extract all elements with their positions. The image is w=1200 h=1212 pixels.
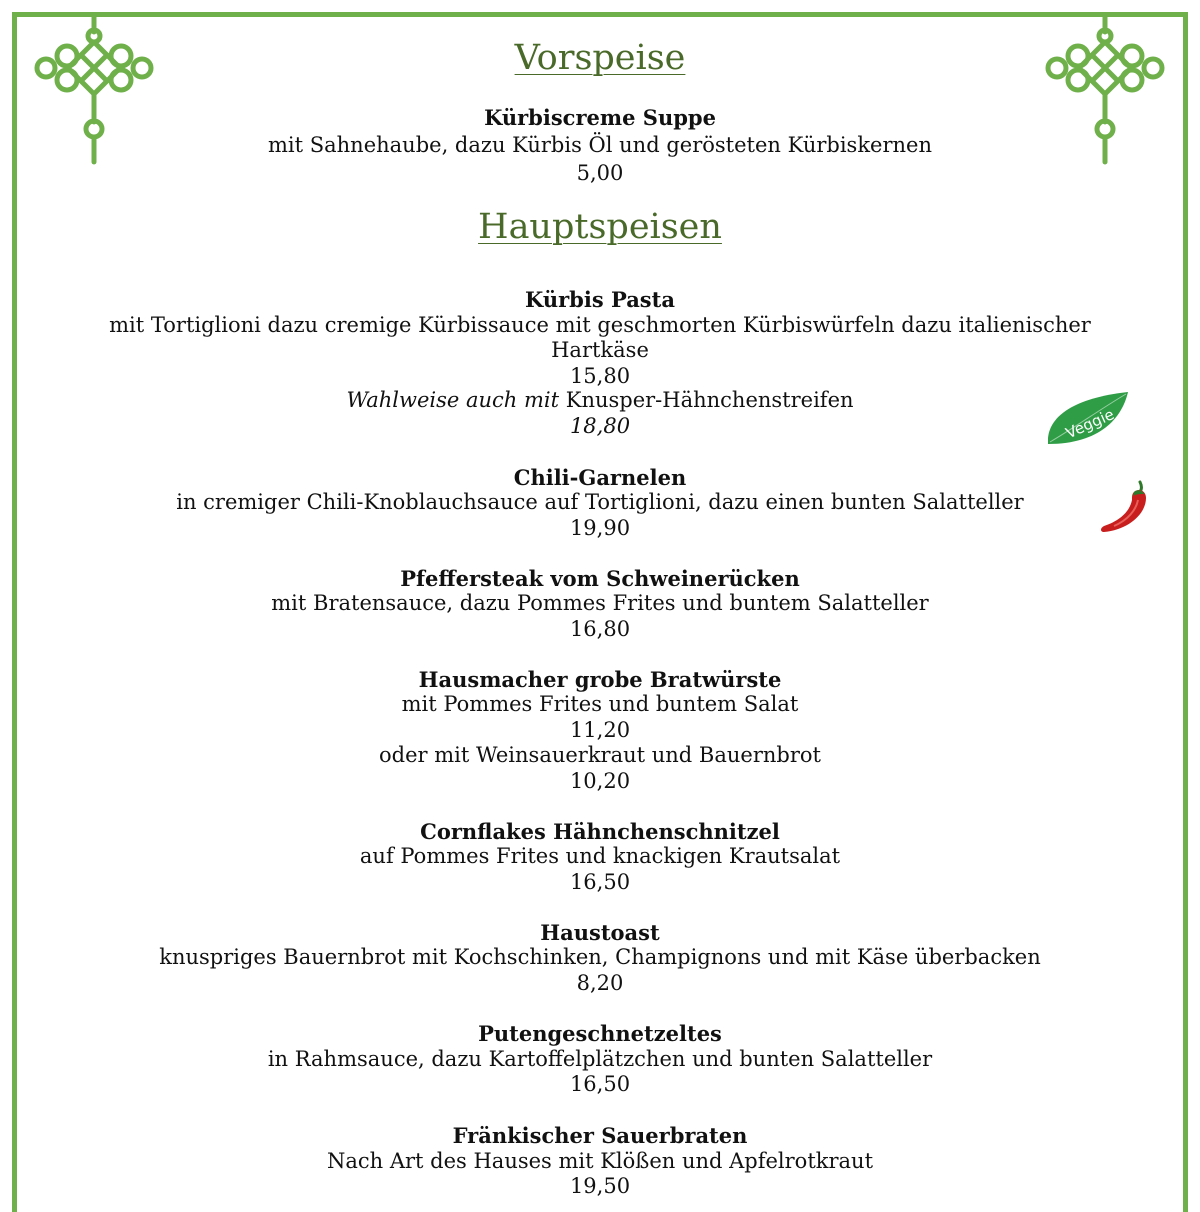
dish-description: in cremiger Chili-Knoblauchsauce auf Tortiglioni, dazu einen bunten Salatteller [176,490,1024,514]
dish-name: Kürbis Pasta [525,287,675,312]
dish-description: mit Sahnehaube, dazu Kürbis Öl und gerösteten Kürbiskernen [268,133,932,157]
dish-description: in Rahmsauce, dazu Kartoffelplätzchen und bunten Salatteller [267,1047,933,1071]
dish-price: 8,20 [576,971,624,995]
veggie-badge-label: Veggie [1063,405,1117,443]
dish-description: Hartkäse [551,338,649,362]
dish-name: Pfeffersteak vom Schweinerücken [400,566,800,591]
dish-description: mit Tortiglioni dazu cremige Kürbissauce mit geschmorten Kürbiswürfeln dazu italienischer [109,313,1091,337]
dish-alt-description: oder mit Weinsauerkraut und Bauernbrot [379,743,821,767]
section-title-starters: Vorspeise [514,38,686,78]
dish-price: 16,50 [569,870,631,894]
dish-description: auf Pommes Frites und knackigen Krautsalat [359,844,841,868]
dish-name: Fränkischer Sauerbraten [452,1123,748,1148]
dish-price: 5,00 [576,161,624,185]
dish-description: mit Bratensauce, dazu Pommes Frites und buntem Salatteller [271,591,929,615]
dish-price: 16,50 [569,1072,631,1096]
dish-name: Hausmacher grobe Bratwürste [418,667,782,692]
dish-price: 11,20 [569,718,631,742]
dish-option [0,388,1200,413]
chili-pepper-icon [1098,480,1152,536]
dish-name: Cornflakes Hähnchenschnitzel [420,819,780,844]
dish-option-text: Knusper-Hähnchenstreifen [559,388,854,412]
dish-price: 19,50 [569,1174,631,1198]
dish-price: 16,80 [569,617,631,641]
dish-description: Nach Art des Hauses mit Klößen und Apfelrotkraut [326,1149,874,1173]
dish-name: Kürbiscreme Suppe [484,105,716,130]
dish-option-price: 18,80 [569,414,631,438]
dish-description: knuspriges Bauernbrot mit Kochschinken, Champignons und mit Käse überbacken [159,945,1041,969]
dish-alt-price: 10,20 [569,769,631,793]
dish-option-prefix: Wahlweise auch mit [346,388,560,412]
veggie-leaf-icon [1044,388,1130,450]
dish-name: Chili-Garnelen [513,465,687,490]
dish-name: Putengeschnetzeltes [478,1021,722,1046]
dish-description: mit Pommes Frites und buntem Salat [401,692,799,716]
dish-price: 19,90 [569,516,631,540]
section-title-mains: Hauptspeisen [478,207,722,247]
dish-name: Haustoast [540,920,660,945]
dish-price: 15,80 [569,364,631,388]
